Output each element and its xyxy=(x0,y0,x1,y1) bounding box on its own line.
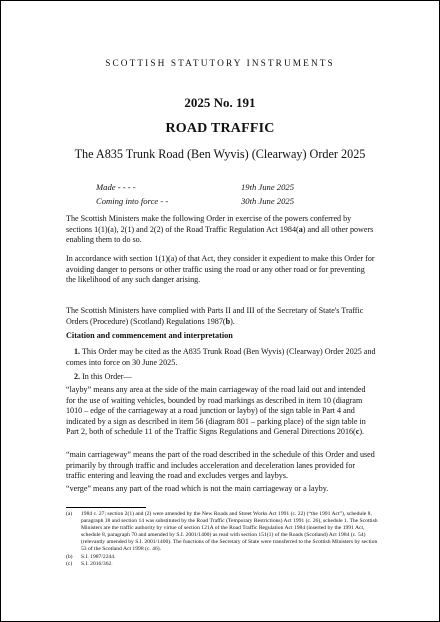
footnote-text: 1984 c. 27; section 2(1) and (2) were amended by the New Roads and Street Works Act 1991 (c. 22) (“the 1991 Act”), schedule 8, paragraph 18 and section 14 was substituted by the Road Traffic (Temporary Restrictions) Act 1991 (c. 26), schedule 1. The Scottish Ministers are the traffic authority by virtue of section 121A of the Road Traffic Regulation Act 1984 (inserted by the 1991 Act, schedule 8, paragraph 70 and amended by S.I. 2001/1400) as read with section 151(1) of the Roads (Scotland) Act 1984 (c. 54) (relevantly amended by S.I. 2001/1400). The functions of the Secretary of State were transferred to the Scottish Ministers by section 53 of the Scotland Act 1998 (c. 46). xyxy=(81,511,378,553)
preamble-paragraph-1: The Scottish Ministers make the following Order in exercise of the powers conferred by sections 1(1)(a), 2(1) and 2(2) of the Road Traffic Regulation Act 1984(a) and all other powers enabling them to do so. xyxy=(66,214,374,245)
order-title: The A835 Trunk Road (Ben Wyvis) (Clearway) Order 2025 xyxy=(74,147,366,161)
footnotes xyxy=(66,511,378,568)
footnote-mark: (a) xyxy=(66,511,73,517)
footnote-mark: (b) xyxy=(66,553,73,560)
made-label: Made - - - - xyxy=(96,182,136,192)
preamble-paragraph-3: The Scottish Ministers have complied with Parts II and III of the Secretary of State's Traffic Orders (Procedure) (Scotland) Regulations 1987(b). xyxy=(66,306,364,326)
article-2: 2. In this Order— xyxy=(74,372,132,381)
coming-into-force-label: Coming into force - - xyxy=(96,196,169,206)
footnote-c xyxy=(66,561,378,568)
made-value: 19th June 2025 xyxy=(241,182,294,192)
footnote-divider xyxy=(66,507,146,508)
series-title: SCOTTISH STATUTORY INSTRUMENTS xyxy=(105,59,335,69)
footnote-a xyxy=(66,511,378,554)
article-1: 1. This Order may be cited as the A835 Trunk Road (Ben Wyvis) (Clearway) Order 2025 and comes into force on 30 June 2025. xyxy=(66,347,376,367)
footnote-text: S.I. 1987/2244. xyxy=(81,553,116,560)
footnote-b xyxy=(66,554,378,561)
preamble-paragraph-2: In accordance with section 1(1)(a) of that Act, they consider it expedient to make this Order for avoiding danger to persons or other traffic using the road or any other road or for preventing the likelihood of any such danger arising. xyxy=(66,254,375,285)
subject-heading: ROAD TRAFFIC xyxy=(165,121,275,136)
definition-main-carriageway: “main carriageway” means the part of the road described in the schedule of this Order and used primarily by through traffic and includes acceleration and deceleration lanes provided for traffic entering and leaving the road and excludes verges and laybys. xyxy=(66,450,375,481)
instrument-number: 2025 No. 191 xyxy=(184,95,256,110)
footnote-text: S.I. 2016/362. xyxy=(81,560,113,567)
footnote-mark: (c) xyxy=(66,560,73,567)
definition-layby: “layby” means any area at the side of the main carriageway of the road laid out and intended for the use of waiting vehicles, bounded by road markings as described in item 10 (diagram 1010 – edge of the carriageway at a road junction or layby) of the sign table in Part 4 and indicated by a sign as described in item 56 (diagram 801 – parking place) of the sign table in Part 2, both of schedule 11 of the Traffic Signs Regulations and General Directions 2016(c). xyxy=(66,385,366,437)
coming-into-force-value: 30th June 2025 xyxy=(241,196,294,206)
section-heading: Citation and commencement and interpretation xyxy=(66,331,233,340)
definition-verge: “verge” means any part of the road which is not the main carriageway or a layby. xyxy=(66,484,329,493)
